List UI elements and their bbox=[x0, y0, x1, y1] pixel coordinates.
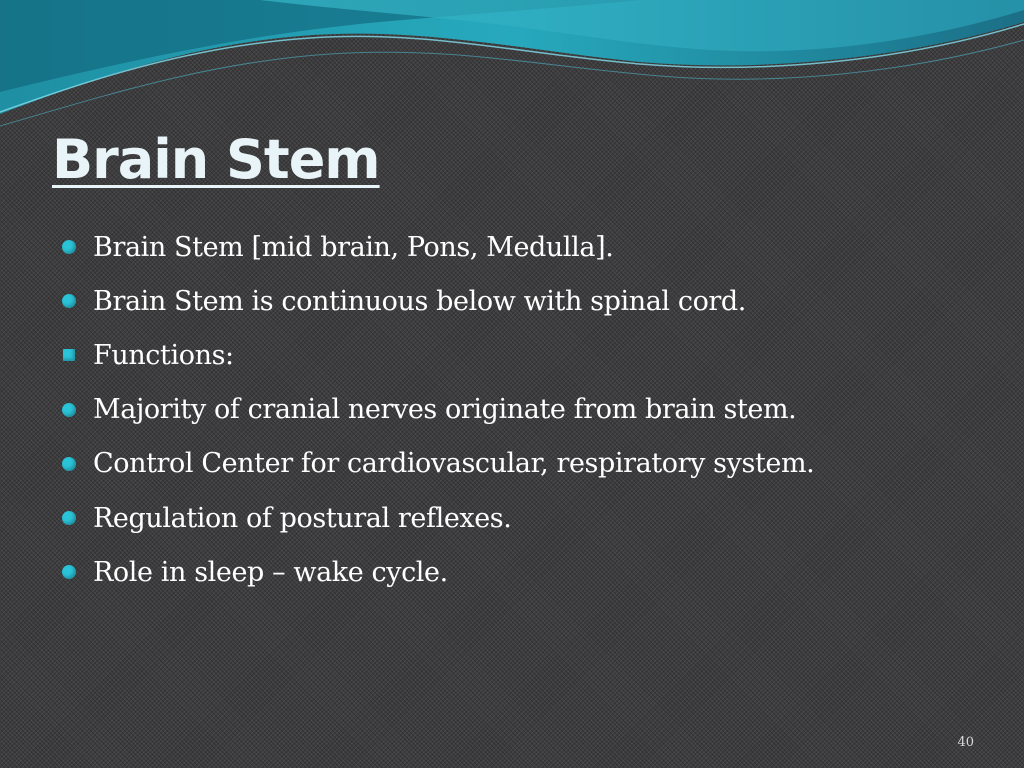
bullet-item bbox=[62, 383, 1002, 437]
bullet-list bbox=[62, 220, 1002, 599]
bullet-text: Regulation of postural reflexes. bbox=[93, 502, 512, 534]
page-number: 40 bbox=[957, 735, 974, 750]
slide-title: Brain Stem bbox=[52, 128, 380, 191]
bullet-item bbox=[62, 545, 1002, 599]
bullet-circle-icon bbox=[62, 240, 76, 254]
bullet-circle-icon bbox=[62, 457, 76, 471]
bullet-item bbox=[62, 491, 1002, 545]
bullet-item bbox=[62, 437, 1002, 491]
bullet-text: Control Center for cardiovascular, respiratory system. bbox=[93, 448, 815, 480]
bullet-circle-icon bbox=[62, 565, 76, 579]
bullet-square-icon bbox=[63, 349, 75, 361]
bullet-text: Majority of cranial nerves originate from brain stem. bbox=[93, 394, 797, 426]
bullet-text: Functions: bbox=[93, 339, 234, 371]
bullet-circle-icon bbox=[62, 511, 76, 525]
header-wave-decoration bbox=[0, 0, 1024, 140]
bullet-item bbox=[62, 274, 1002, 328]
bullet-text: Role in sleep – wake cycle. bbox=[93, 556, 448, 588]
bullet-item bbox=[62, 220, 1002, 274]
bullet-text: Brain Stem is continuous below with spinal cord. bbox=[93, 285, 746, 317]
bullet-circle-icon bbox=[62, 403, 76, 417]
bullet-circle-icon bbox=[62, 294, 76, 308]
bullet-text: Brain Stem [mid brain, Pons, Medulla]. bbox=[93, 231, 614, 263]
bullet-item bbox=[62, 328, 1002, 382]
